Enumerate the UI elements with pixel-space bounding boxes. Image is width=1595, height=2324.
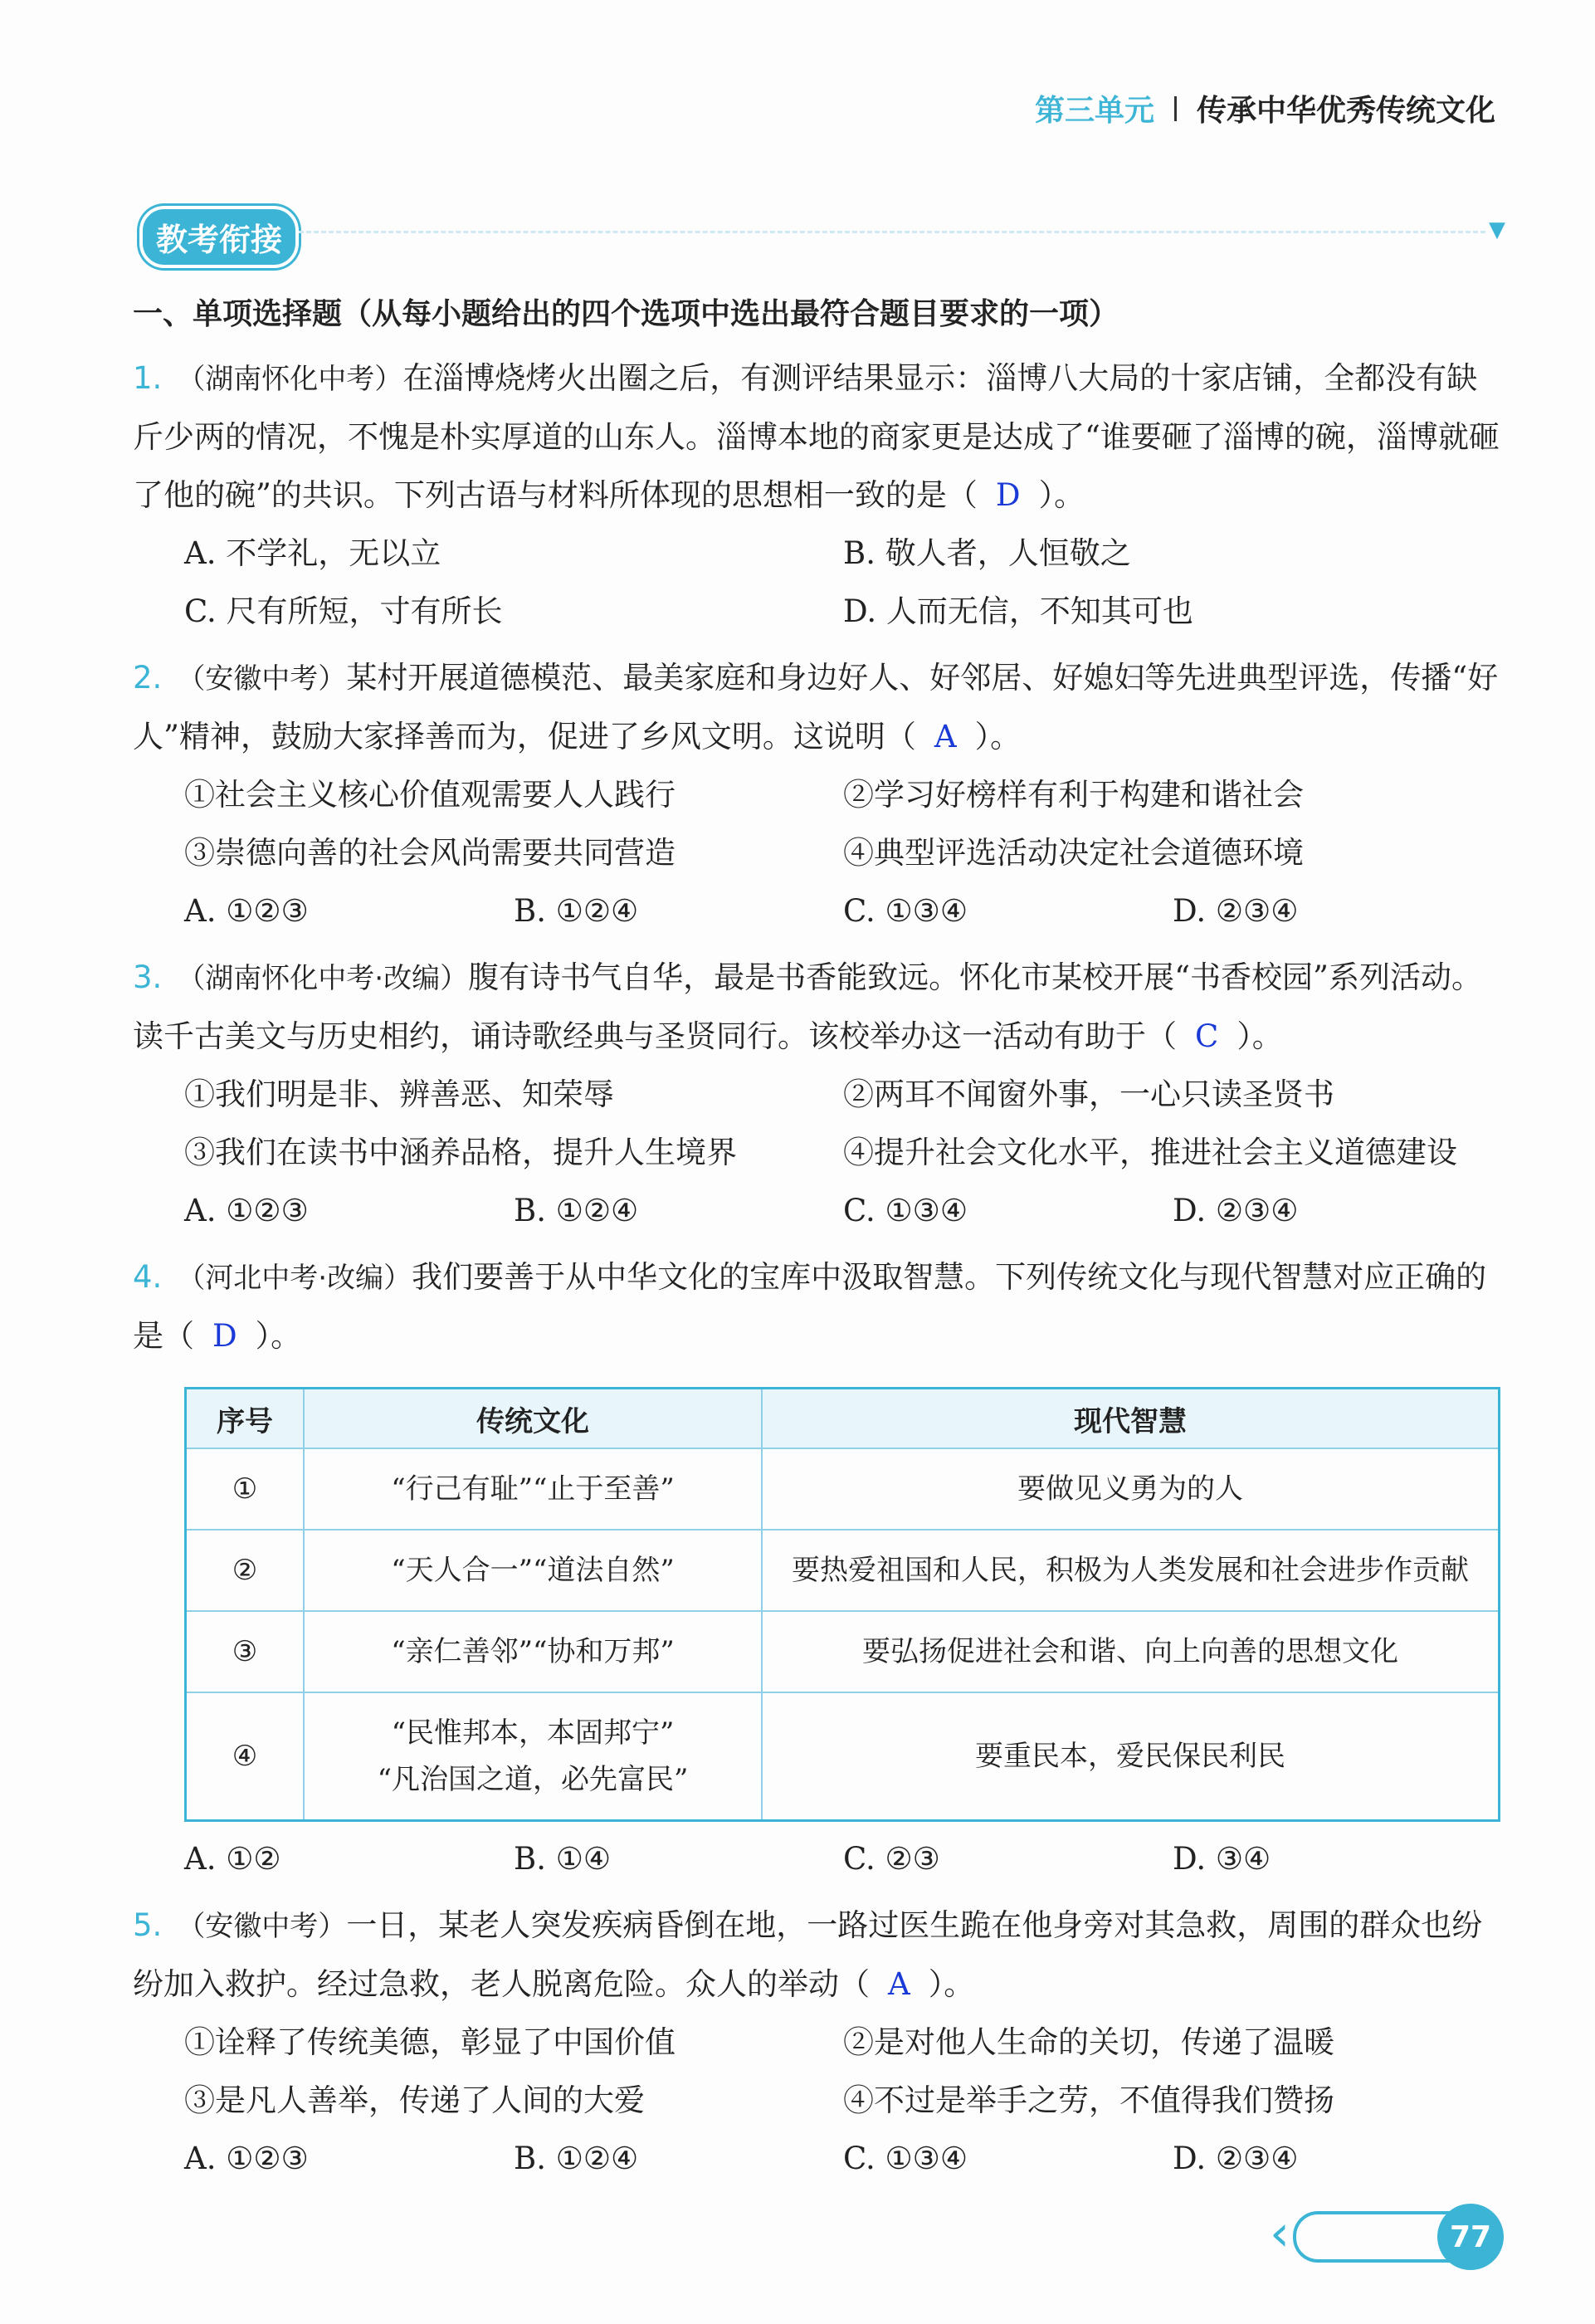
question-stem (133, 649, 1502, 766)
option-b: B. ①④ (514, 1841, 612, 1877)
option-a: A. ①② (184, 1841, 281, 1877)
question-4 (133, 1248, 1502, 1888)
statement-list (133, 1066, 1502, 1182)
statement-3: ③我们在读书中涵养品格，提升人生境界 (184, 1135, 737, 1170)
statement-1: ①社会主义核心价值观需要人人践行 (184, 777, 676, 813)
option-list (133, 525, 1502, 641)
option-d: D. ②③④ (1173, 893, 1299, 929)
option-c: C. 尺有所短，寸有所长 (184, 593, 503, 629)
section-divider (299, 231, 1485, 233)
statement-list (133, 766, 1502, 882)
question-stem (133, 949, 1502, 1066)
option-a: A. ①②③ (184, 1193, 309, 1228)
chevron-left-icon: ‹ (1270, 2204, 1290, 2263)
option-a: A. 不学礼，无以立 (184, 535, 441, 571)
option-c: C. ①③④ (843, 893, 968, 929)
answer-mark: D (212, 1318, 237, 1354)
unit-label: 第三单元 (1034, 94, 1154, 128)
option-list (133, 1830, 1502, 1888)
option-list (133, 882, 1502, 940)
statement-4: ④提升社会文化水平，推进社会主义道德建设 (843, 1135, 1457, 1170)
cell-modern: 要做见义勇为的人 (762, 1448, 1500, 1530)
statement-2: ②两耳不闻窗外事，一心只读圣贤书 (843, 1077, 1334, 1112)
culture-table (184, 1387, 1500, 1822)
header-traditional: 传统文化 (304, 1389, 762, 1449)
question-number: 1. (133, 360, 163, 396)
option-c: C. ①③④ (843, 1193, 968, 1228)
option-b: B. 敬人者，人恒敬之 (843, 535, 1131, 571)
traditional-text-2: “凡治国之道，必先富民” (377, 1763, 689, 1796)
header-divider (1174, 96, 1177, 121)
question-stem (133, 1248, 1502, 1365)
section-tag: 教考衔接 (139, 206, 299, 268)
cell-traditional (304, 1611, 762, 1692)
page-header (1035, 87, 1495, 129)
option-list (133, 1182, 1502, 1240)
cell-modern: 要热爱祖国和人民，积极为人类发展和社会进步作贡献 (762, 1530, 1500, 1611)
question-number: 5. (133, 1907, 163, 1943)
question-1 (133, 349, 1502, 641)
cell-modern: 要弘扬促进社会和谐、向上向善的思想文化 (762, 1611, 1500, 1692)
question-source: （湖南怀化中考） (177, 363, 403, 396)
main-content (133, 290, 1502, 2196)
cell-traditional (304, 1692, 762, 1821)
statement-list (133, 2014, 1502, 2130)
answer-mark: C (1195, 1018, 1219, 1054)
stem-end: ）。 (1038, 477, 1085, 513)
option-a: A. ①②③ (184, 893, 309, 929)
statement-2: ②学习好榜样有利于构建和谐社会 (843, 777, 1304, 813)
option-b: B. ①②④ (514, 893, 639, 929)
footer-bar (1293, 2211, 1454, 2263)
table-row (186, 1692, 1500, 1821)
statement-4: ④典型评选活动决定社会道德环境 (843, 835, 1304, 871)
option-d: D. ②③④ (1173, 1193, 1299, 1228)
cell-traditional (304, 1448, 762, 1530)
question-source: （河北中考·改编） (177, 1262, 412, 1295)
option-a: A. ①②③ (184, 2141, 309, 2176)
stem-text: 腹有诗书气自华，最是书香能致远。怀化市某校开展“书香校园”系列活动。读千古美文与历史相约，诵诗歌经典与圣贤同行。该校举办这一活动有助于（ (133, 959, 1482, 1054)
question-3 (133, 949, 1502, 1240)
question-stem (133, 1897, 1502, 2014)
header-modern: 现代智慧 (762, 1389, 1500, 1449)
answer-mark: D (995, 477, 1021, 513)
section-title: 一、单项选择题（从每小题给出的四个选项中选出最符合题目要求的一项） (133, 297, 1119, 331)
table-row (186, 1448, 1500, 1530)
stem-text: 在淄博烧烤火出圈之后，有测评结果显示：淄博八大局的十家店铺，全都没有缺斤少两的情况，不愧是朴实厚道的山东人。淄博本地的商家更是达成了“谁要砸了淄博的碗，淄博就砸了他的碗”的共识。下列古语与材料所体现的思想相一致的是（ (133, 360, 1500, 513)
stem-end: ）。 (1236, 1018, 1283, 1054)
statement-3: ③崇德向善的社会风尚需要共同营造 (184, 835, 676, 871)
statement-1: ①诠释了传统美德，彰显了中国价值 (184, 2024, 676, 2060)
statement-4: ④不过是举手之劳，不值得我们赞扬 (843, 2082, 1334, 2118)
stem-text: 我们要善于从中华文化的宝库中汲取智慧。下列传统文化与现代智慧对应正确的是（ (133, 1259, 1487, 1354)
triangle-down-icon: ▼ (1489, 217, 1505, 242)
stem-end: ）。 (255, 1318, 302, 1354)
answer-mark: A (888, 1966, 910, 2002)
option-list (133, 2130, 1502, 2188)
statement-3: ③是凡人善举，传递了人间的大爱 (184, 2082, 645, 2118)
traditional-text: “民惟邦本，本固邦宁” (391, 1716, 675, 1750)
stem-text: 某村开展道德模范、最美家庭和身边好人、好邻居、好媳妇等先进典型评选，传播“好人”精神，鼓励大家择善而为，促进了乡风文明。这说明（ (133, 660, 1499, 754)
option-b: B. ①②④ (514, 1193, 639, 1228)
question-source: （安徽中考） (177, 1910, 347, 1943)
question-source: （安徽中考） (177, 662, 347, 696)
table-header-row (186, 1389, 1500, 1449)
stem-text: 一日，某老人突发疾病昏倒在地，一路过医生跪在他身旁对其急救，周围的群众也纷纷加入救护。经过急救，老人脱离危险。众人的举动（ (133, 1907, 1483, 2002)
stem-end: ）。 (928, 1966, 975, 2002)
topic-label: 传承中华优秀传统文化 (1196, 94, 1495, 128)
option-d: D. ②③④ (1173, 2141, 1299, 2176)
cell-index: ① (186, 1448, 305, 1530)
cell-index: ④ (186, 1692, 305, 1821)
traditional-text: “天人合一”“道法自然” (391, 1554, 675, 1587)
stem-end: ）。 (974, 719, 1022, 754)
cell-index: ③ (186, 1611, 305, 1692)
question-stem (133, 349, 1502, 525)
footer-tab-bar (1270, 2204, 1437, 2263)
option-d: D. 人而无信，不知其可也 (843, 593, 1193, 629)
question-number: 4. (133, 1259, 163, 1295)
traditional-text: “行己有耻”“止于至善” (391, 1472, 675, 1506)
cell-modern: 要重民本，爱民保民利民 (762, 1692, 1500, 1821)
question-2 (133, 649, 1502, 940)
question-5 (133, 1897, 1502, 2188)
cell-index: ② (186, 1530, 305, 1611)
table-row (186, 1611, 1500, 1692)
page-footer (1270, 2204, 1504, 2270)
question-number: 3. (133, 959, 163, 995)
option-c: C. ②③ (843, 1841, 940, 1877)
table-row (186, 1530, 1500, 1611)
statement-1: ①我们明是非、辨善恶、知荣辱 (184, 1077, 614, 1112)
header-index: 序号 (186, 1389, 305, 1449)
page-number: 77 (1437, 2204, 1504, 2270)
option-c: C. ①③④ (843, 2141, 968, 2176)
option-b: B. ①②④ (514, 2141, 639, 2176)
question-number: 2. (133, 660, 163, 696)
answer-mark: A (934, 719, 957, 754)
option-d: D. ③④ (1173, 1841, 1271, 1877)
question-source: （湖南怀化中考·改编） (177, 962, 469, 995)
statement-2: ②是对他人生命的关切，传递了温暖 (843, 2024, 1334, 2060)
traditional-text: “亲仁善邻”“协和万邦” (391, 1635, 675, 1668)
cell-traditional (304, 1530, 762, 1611)
